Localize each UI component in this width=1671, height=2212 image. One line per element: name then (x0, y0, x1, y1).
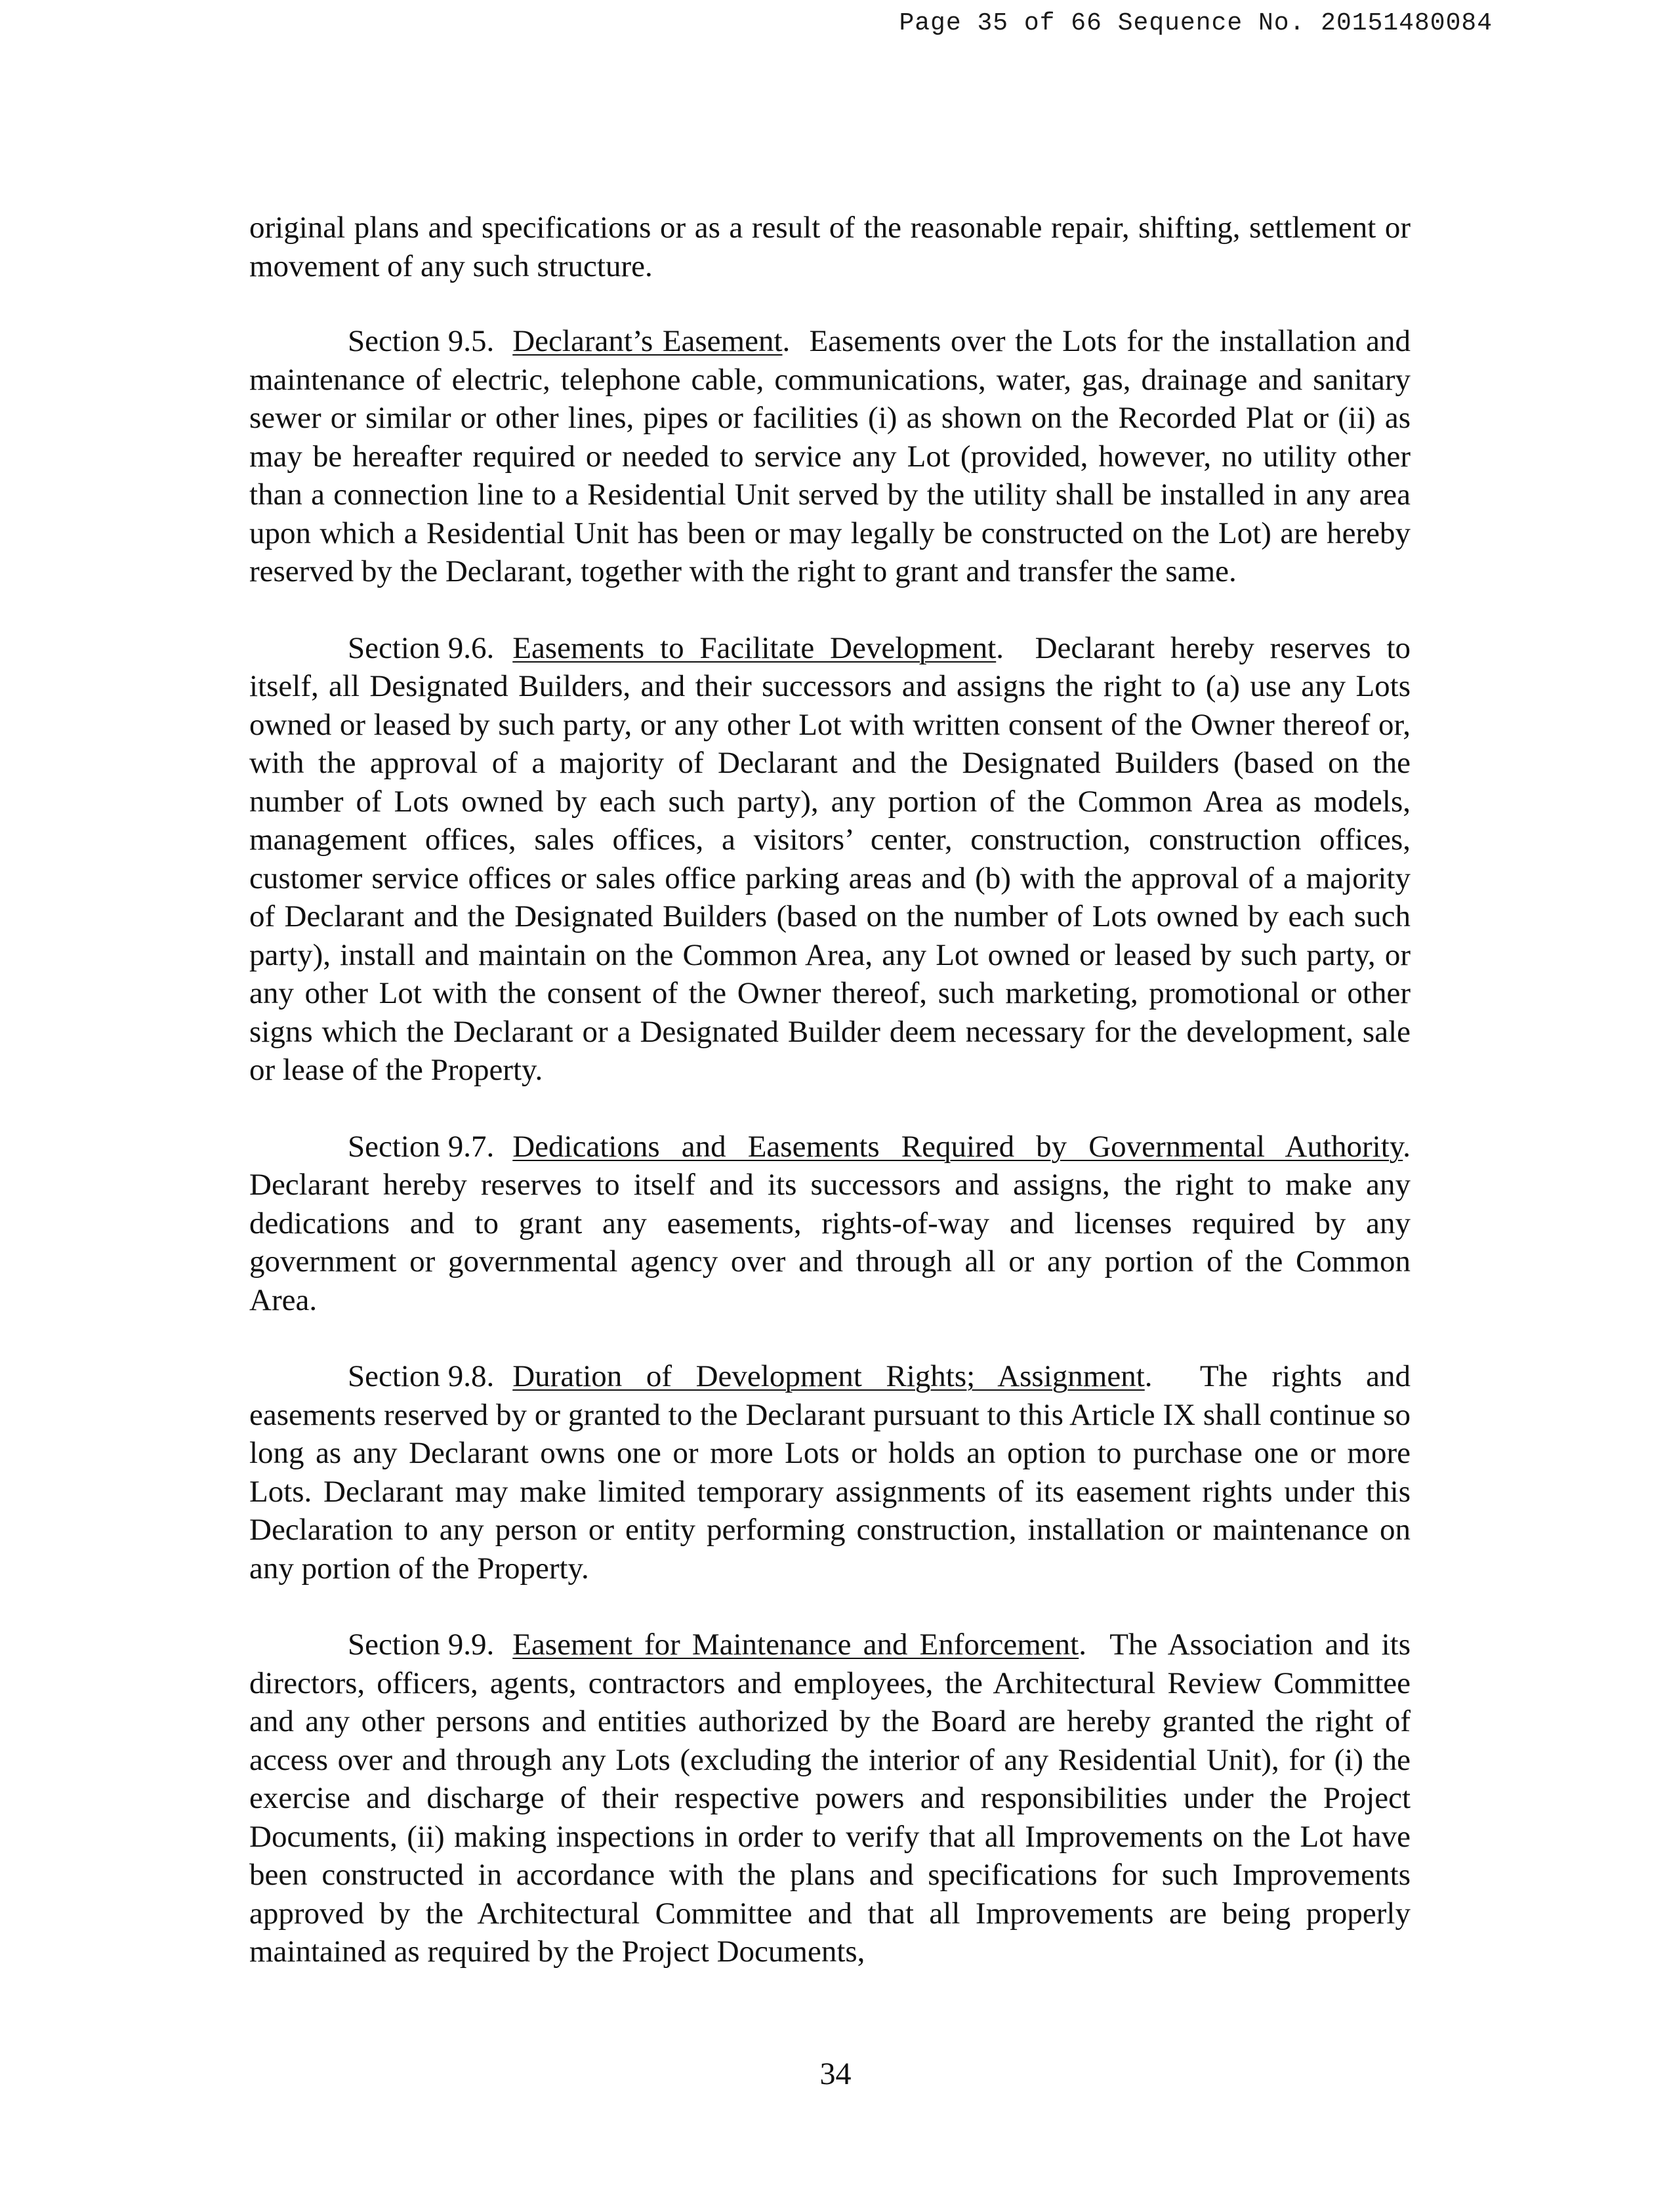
section-number: Section 9.6. (348, 630, 495, 665)
section-heading: Easements to Facilitate Development (512, 630, 997, 665)
document-body (249, 209, 1411, 2009)
section-9-8: Section 9.8. Duration of Development Rights; Assignment. The rights and easements reserved by or granted to the Declarant pursuant to this Article IX shall continue so long as any Declarant owns one or more Lots or holds an option to purchase one or more Lots. Declarant may make limited temporary assignments of its easement rights under this Declaration to any person or entity performing construction, installation or maintenance on any portion of the Property. (249, 1357, 1411, 1587)
page-number: 34 (819, 2057, 852, 2091)
sequence-stamp: Page 35 of 66 Sequence No. 20151480084 (899, 9, 1493, 37)
section-number: Section 9.5. (348, 324, 495, 358)
section-number: Section 9.8. (348, 1359, 495, 1393)
section-9-7: Section 9.7. Dedications and Easements Required by Governmental Authority. Declarant hereby reserves to itself and its successors and assigns, the right to make any dedications and to grant any easements, rights-of-way and licenses required by any government or governmental agency over and through all or any portion of the Common Area. (249, 1128, 1411, 1320)
section-number: Section 9.7. (348, 1129, 495, 1164)
section-9-5: Section 9.5. Declarant’s Easement. Easements over the Lots for the installation and maintenance of electric, telephone cable, communications, water, gas, drainage and sanitary sewer or similar or other lines, pipes or facilities (i) as shown on the Recorded Plat or (ii) as may be hereafter required or needed to service any Lot (provided, however, no utility other than a connection line to a Residential Unit served by the utility shall be installed in any area upon which a Residential Unit has been or may legally be constructed on the Lot) are hereby reserved by the Declarant, together with the right to grant and transfer the same. (249, 322, 1411, 591)
section-body: Easements over the Lots for the installation and maintenance of electric, telephone cable, communications, water, gas, drainage and sanitary sewer or similar or other lines, pipes or facilities (i) as shown on the Recorded Plat or (ii) as may be hereafter required or needed to service any Lot (provided, however, no utility other than a connection line to a Residential Unit served by the utility shall be installed in any area upon which a Residential Unit has been or may legally be constructed on the Lot) are hereby reserved by the Declarant, together with the right to grant and transfer the same. (249, 324, 1411, 588)
section-heading: Dedications and Easements Required by Governmental Authority (512, 1129, 1403, 1164)
continuation-paragraph: original plans and specifications or as a result of the reasonable repair, shifting, settlement or movement of any such structure. (249, 211, 1411, 283)
section-9-6: Section 9.6. Easements to Facilitate Development. Declarant hereby reserves to itself, all Designated Builders, and their successors and assigns the right to (a) use any Lots owned or leased by such party, or any other Lot with written consent of the Owner thereof or, with the approval of a majority of Declarant and the Designated Builders (based on the number of Lots owned by each such party), any portion of the Common Area as models, management offices, sales offices, a visitors’ center, construction, construction offices, customer service offices or sales office parking areas and (b) with the approval of a majority of Declarant and the Designated Builders (based on the number of Lots owned by each such party), install and maintain on the Common Area, any Lot owned or leased by such party, or any other Lot with the consent of the Owner thereof, such marketing, promotional or other signs which the Declarant or a Designated Builder deem necessary for the development, sale or lease of the Property. (249, 629, 1411, 1090)
section-number: Section 9.9. (348, 1628, 495, 1662)
section-body: The Association and its directors, officers, agents, contractors and employees, the Architectural Review Committee and any other persons and entities authorized by the Board are hereby granted the right of access over and through any Lots (excluding the interior of any Residential Unit), for (i) the exercise and discharge of their respective powers and responsibilities under the Project Documents, (ii) making inspections in order to verify that all Improvements on the Lot have been constructed in accordance with the plans and specifications for such Improvements approved by the Architectural Committee and that all Improvements are being properly maintained as required by the Project Documents, (249, 1628, 1411, 1969)
section-body: The rights and easements reserved by or granted to the Declarant pursuant to this Article IX shall continue so long as any Declarant owns one or more Lots or holds an option to purchase one or more Lots. Declarant may make limited temporary assignments of its easement rights under this Declaration to any person or entity performing construction, installation or maintenance on any portion of the Property. (249, 1359, 1411, 1586)
section-heading: Easement for Maintenance and Enforcement (512, 1628, 1079, 1662)
section-body: Declarant hereby reserves to itself and its successors and assigns, the right to make any dedications and to grant any easements, rights-of-way and licenses required by any government or governmental agency over and through all or any portion of the Common Area. (249, 1168, 1411, 1317)
section-heading: Duration of Development Rights; Assignment (512, 1359, 1145, 1393)
section-9-9: Section 9.9. Easement for Maintenance and Enforcement. The Association and its directors, officers, agents, contractors and employees, the Architectural Review Committee and any other persons and entities authorized by the Board are hereby granted the right of access over and through any Lots (excluding the interior of any Residential Unit), for (i) the exercise and discharge of their respective powers and responsibilities under the Project Documents, (ii) making inspections in order to verify that all Improvements on the Lot have been constructed in accordance with the plans and specifications for such Improvements approved by the Architectural Committee and that all Improvements are being properly maintained as required by the Project Documents, (249, 1626, 1411, 1971)
section-body: Declarant hereby reserves to itself, all Designated Builders, and their successors and assigns the right to (a) use any Lots owned or leased by such party, or any other Lot with written consent of the Owner thereof or, with the approval of a majority of Declarant and the Designated Builders (based on the number of Lots owned by each such party), any portion of the Common Area as models, management offices, sales offices, a visitors’ center, construction, construction offices, customer service offices or sales office parking areas and (b) with the approval of a majority of Declarant and the Designated Builders (based on the number of Lots owned by each such party), install and maintain on the Common Area, any Lot owned or leased by such party, or any other Lot with the consent of the Owner thereof, such marketing, promotional or other signs which the Declarant or a Designated Builder deem necessary for the development, sale or lease of the Property. (249, 630, 1411, 1087)
section-heading: Declarant’s Easement (512, 324, 783, 358)
